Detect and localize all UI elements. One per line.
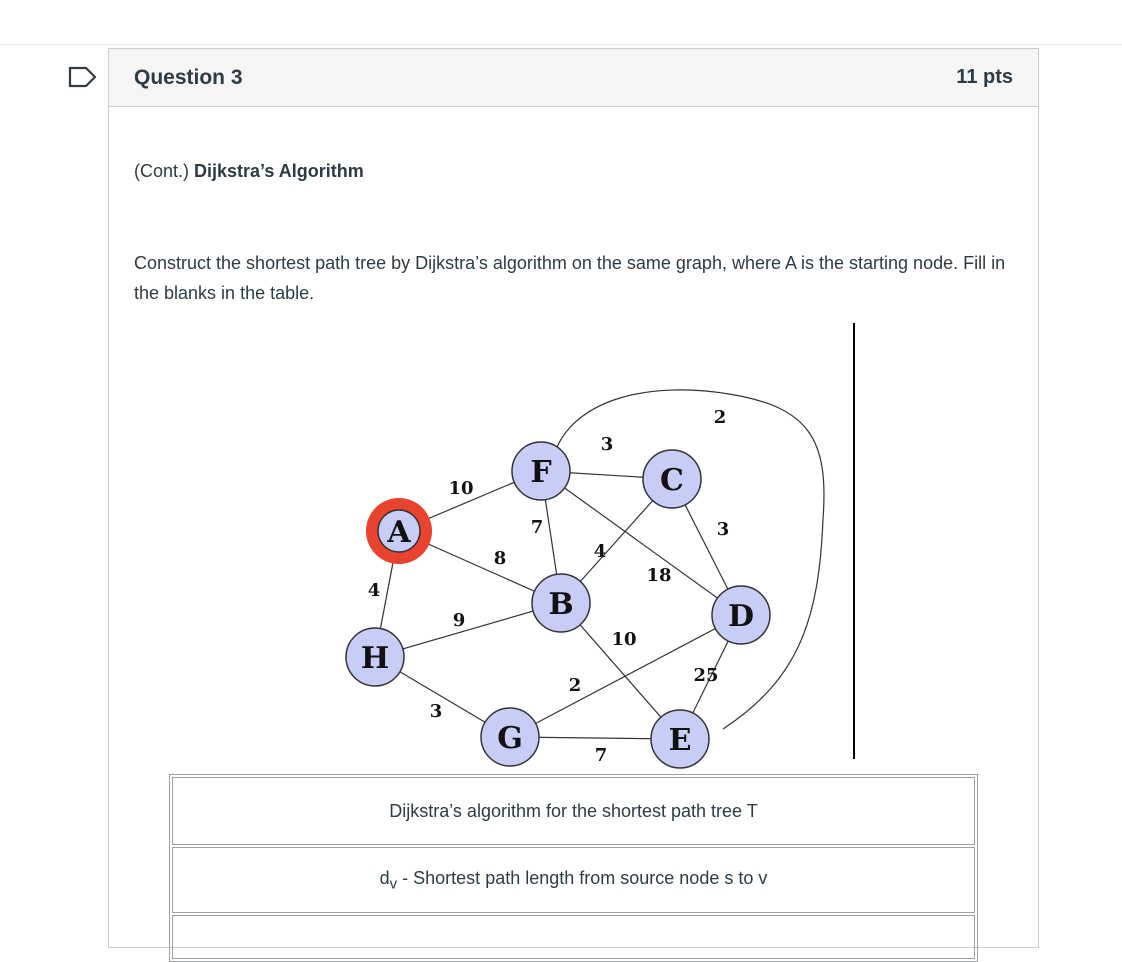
edge-weight-f-e: 2 [713, 407, 727, 428]
table-definition-cell [172, 847, 975, 913]
algorithm-table [169, 774, 978, 962]
table-title-cell: Dijkstra’s algorithm for the shortest path tree T [172, 777, 975, 845]
table-row [172, 777, 975, 845]
question-title: Question 3 [134, 65, 243, 89]
edge-weight-a-f: 10 [448, 478, 474, 499]
edge-weight-c-b: 4 [593, 541, 607, 562]
edge-weight-f-d: 18 [646, 565, 672, 586]
graph-node-label-c: C [660, 463, 684, 498]
dv-symbol: d [379, 867, 390, 888]
edge-weight-h-g: 3 [429, 701, 443, 722]
dv-definition: - Shortest path length from source node s to v [397, 867, 768, 888]
flag-question-icon[interactable] [68, 66, 98, 88]
dv-subscript: v [389, 875, 398, 893]
graph-node-label-h: H [360, 641, 390, 676]
graph-node-label-f: F [530, 455, 552, 490]
edge-weight-f-c: 3 [600, 434, 614, 455]
graph-node-label-d: D [727, 599, 755, 634]
edge-weight-b-e: 10 [611, 629, 637, 650]
edge-weight-g-e: 7 [594, 745, 608, 766]
question-points: 11 pts [956, 66, 1013, 88]
edge-weight-f-b: 7 [530, 517, 544, 538]
graph-node-label-a: A [387, 515, 411, 550]
vertical-divider [853, 323, 855, 759]
table-row [172, 847, 975, 913]
intro-prefix: (Cont.) [134, 161, 195, 181]
edge-weight-g-d: 2 [568, 675, 582, 696]
graph-node-label-e: E [668, 723, 692, 758]
question-intro [134, 161, 364, 182]
graph-node-label-b: B [548, 587, 574, 622]
edge-weight-d-e: 25 [693, 665, 719, 686]
table-row [172, 915, 975, 959]
graph-diagram [109, 319, 1040, 789]
question-header [109, 49, 1038, 107]
edge-weight-h-b: 9 [452, 610, 466, 631]
edge-weight-a-h: 4 [367, 580, 381, 601]
graph-node-label-g: G [497, 721, 523, 756]
edge-weight-a-b: 8 [493, 548, 507, 569]
question-card [108, 48, 1039, 948]
edge-weight-c-d: 3 [716, 519, 730, 540]
intro-bold: Dijkstra’s Algorithm [194, 161, 364, 181]
table-next-cell [172, 915, 975, 959]
question-prompt: Construct the shortest path tree by Dijkstra’s algorithm on the same graph, where A is the starting node. Fill in the blanks in the table. [134, 253, 1006, 303]
top-divider [0, 44, 1122, 45]
